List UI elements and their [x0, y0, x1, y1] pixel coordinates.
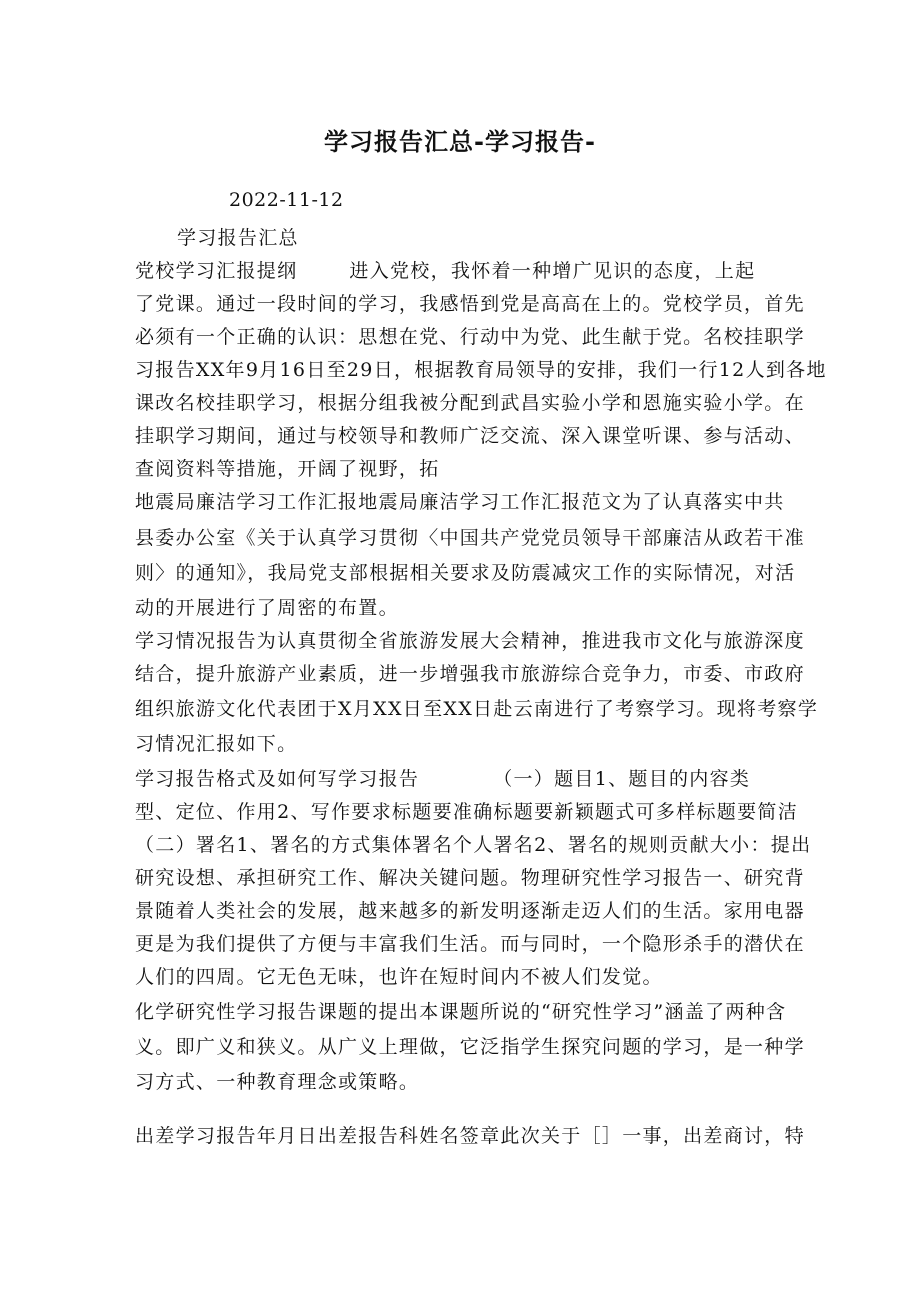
paragraph-line: [135, 767, 750, 791]
paragraph-line: 查阅资料等措施，开阔了视野，拓: [135, 458, 440, 480]
section-text: 进入党校，我怀着一种增广见识的态度，上起: [349, 260, 756, 282]
paragraph-line: 化学研究性学习报告课题的提出本课题所说的“研究性学习”涵盖了两种含: [135, 1001, 787, 1023]
paragraph-line: 习情况汇报如下。: [135, 733, 298, 755]
paragraph-line: 必须有一个正确的认识：思想在党、行动中为党、此生献于党。名校挂职学: [135, 326, 805, 348]
paragraph-line: 则〉的通知》，我局党支部根据相关要求及防震减灾工作的实际情况，对活: [135, 562, 796, 584]
paragraph-line: 组织旅游文化代表团于X月XX日至XX日赴云南进行了考察学习。现将考察学: [135, 698, 819, 720]
paragraph-line: 更是为我们提供了方便与丰富我们生活。而与同时，一个隐形杀手的潜伏在: [135, 933, 805, 955]
section-text: （一）题目1、题目的内容类: [493, 768, 751, 790]
paragraph-line: 人们的四周。它无色无味，也许在短时间内不被人们发觉。: [135, 966, 663, 988]
paragraph-line: 课改名校挂职学习，根据分组我被分配到武昌实验小学和恩施实验小学。在: [135, 392, 805, 414]
document-date: 2022-11-12: [229, 189, 344, 211]
paragraph-line: 县委办公室《关于认真学习贯彻〈中国共产党党员领导干部廉洁从政若干准: [135, 527, 805, 549]
paragraph-line: 习方式、一种教育理念或策略。: [135, 1071, 420, 1093]
paragraph-line: 研究设想、承担研究工作、解决关键问题。物理研究性学习报告一、研究背: [135, 867, 805, 889]
paragraph-line: 挂职学习期间，通过与校领导和教师广泛交流、深入课堂听课、参与活动、: [135, 425, 805, 447]
paragraph-line: 景随着人类社会的发展，越来越多的新发明逐渐走迈人们的生活。家用电器: [135, 900, 805, 922]
paragraph-line: [135, 259, 755, 283]
paragraph-line: 地震局廉洁学习工作汇报地震局廉洁学习工作汇报范文为了认真落实中共: [135, 491, 785, 513]
paragraph-line: 习报告XX年9月16日至29日，根据教育局领导的安排，我们一行12人到各地: [135, 359, 827, 381]
paragraph-line: 义。即广义和狭义。从广义上理做，它泛指学生探究问题的学习，是一种学: [135, 1036, 805, 1058]
section-heading: 党校学习汇报提纲: [135, 260, 298, 282]
paragraph-line: 型、定位、作用2、写作要求标题要准确标题要新颖题式可多样标题要简洁: [135, 801, 798, 823]
document-title: 学习报告汇总-学习报告-: [324, 128, 596, 156]
paragraph-line: 动的开展进行了周密的布置。: [135, 597, 399, 619]
paragraph-line: 出差学习报告年月日出差报告科姓名签章此次关于［］一事，出差商讨，特: [135, 1125, 805, 1147]
paragraph-line: 了党课。通过一段时间的学习，我感悟到党是高高在上的。党校学员，首先: [135, 293, 805, 315]
section-heading: 学习报告格式及如何写学习报告: [135, 768, 420, 790]
paragraph-line: 学习情况报告为认真贯彻全省旅游发展大会精神，推进我市文化与旅游深度: [135, 630, 805, 652]
paragraph-line: 结合，提升旅游产业素质，进一步增强我市旅游综合竞争力，市委、市政府: [135, 663, 805, 685]
paragraph-line: （二）署名1、署名的方式集体署名个人署名2、署名的规则贡献大小：提出: [135, 834, 812, 856]
document-subtitle: 学习报告汇总: [177, 227, 299, 249]
